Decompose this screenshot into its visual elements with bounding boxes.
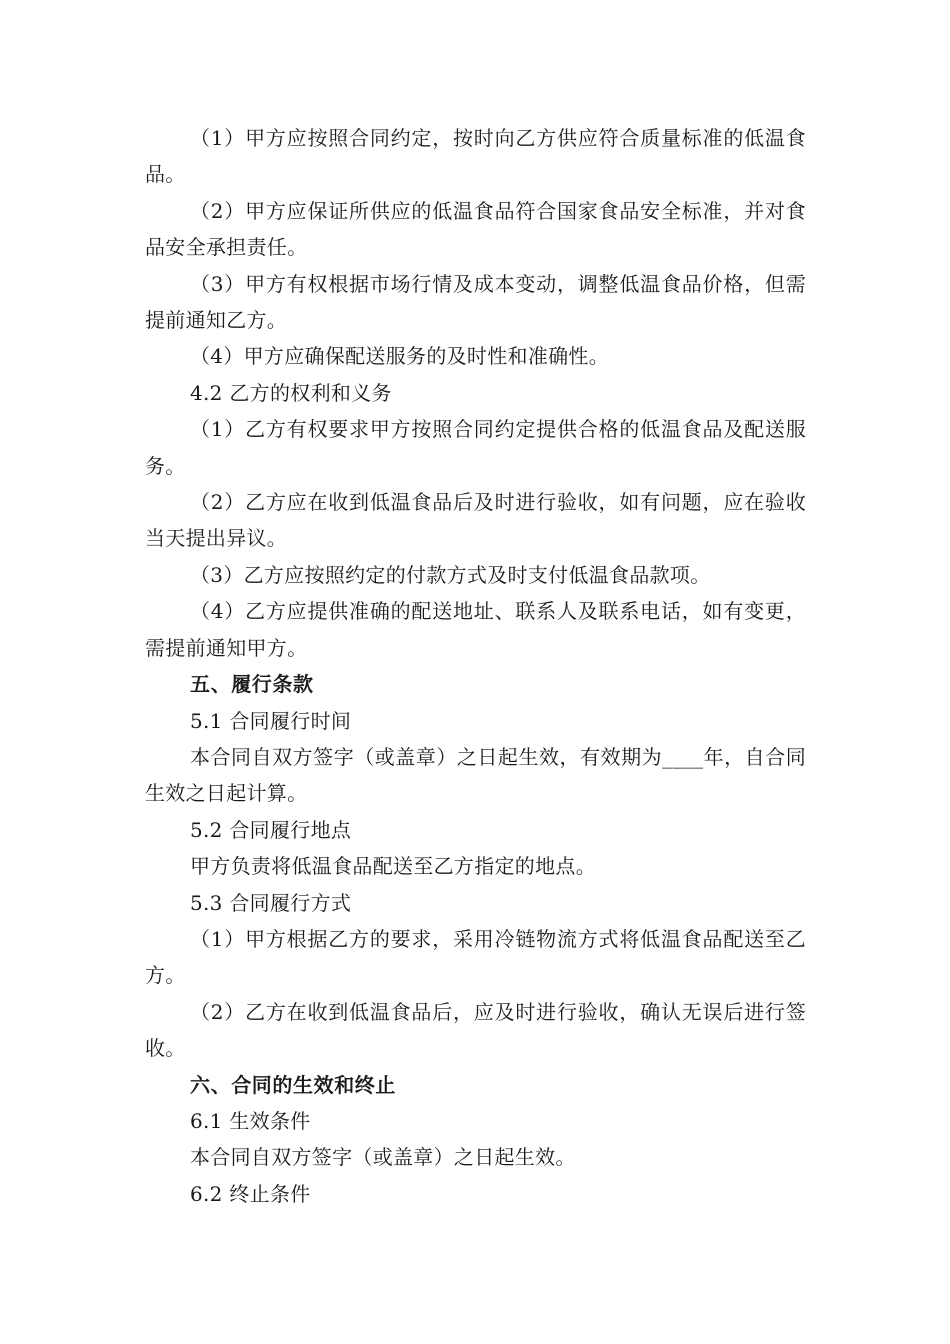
clause-party-b-obligation-1: （1）乙方有权要求甲方按照合同约定提供合格的低温食品及配送服务。 <box>145 417 806 478</box>
clause-performance-method-2: （2）乙方在收到低温食品后，应及时进行验收，确认无误后进行签收。 <box>145 999 806 1061</box>
clause-party-a-obligation-4: （4）甲方应确保配送服务的及时性和准确性。 <box>190 344 610 369</box>
clause-party-a-obligation-3: （3）甲方有权根据市场行情及成本变动，调整低温食品价格，但需提前通知乙方。 <box>145 271 806 333</box>
subsection-heading-6-1: 6.1 生效条件 <box>190 1108 311 1133</box>
clause-party-a-obligation-2: （2）甲方应保证所供应的低温食品符合国家食品安全标准，并对食品安全承担责任。 <box>145 198 806 260</box>
clause-performance-time: 本合同自双方签字（或盖章）之日起生效，有效期为____年，自合同生效之日起计算。 <box>145 744 806 806</box>
section-heading-5: 五、履行条款 <box>190 672 314 697</box>
clause-party-b-obligation-4: （4）乙方应提供准确的配送地址、联系人及联系电话，如有变更，需提前通知甲方。 <box>145 599 806 660</box>
document-body <box>145 120 806 1212</box>
clause-performance-place: 甲方负责将低温食品配送至乙方指定的地点。 <box>190 854 596 879</box>
subsection-heading-5-3: 5.3 合同履行方式 <box>190 890 352 915</box>
clause-party-a-obligation-1: （1）甲方应按照合同约定，按时向乙方供应符合质量标准的低温食品。 <box>145 126 806 187</box>
clause-party-b-obligation-3: （3）乙方应按照约定的付款方式及时支付低温食品款项。 <box>190 562 711 587</box>
clause-party-b-obligation-2: （2）乙方应在收到低温食品后及时进行验收，如有问题，应在验收当天提出异议。 <box>145 490 806 551</box>
clause-performance-method-1: （1）甲方根据乙方的要求，采用冷链物流方式将低温食品配送至乙方。 <box>145 926 806 988</box>
subsection-heading-4-2: 4.2 乙方的权利和义务 <box>190 380 392 405</box>
subsection-heading-5-2: 5.2 合同履行地点 <box>190 817 352 842</box>
subsection-heading-5-1: 5.1 合同履行时间 <box>190 708 352 733</box>
subsection-heading-6-2: 6.2 终止条件 <box>190 1181 311 1206</box>
section-heading-6: 六、合同的生效和终止 <box>190 1072 396 1097</box>
clause-effective-condition: 本合同自双方签字（或盖章）之日起生效。 <box>190 1145 576 1170</box>
